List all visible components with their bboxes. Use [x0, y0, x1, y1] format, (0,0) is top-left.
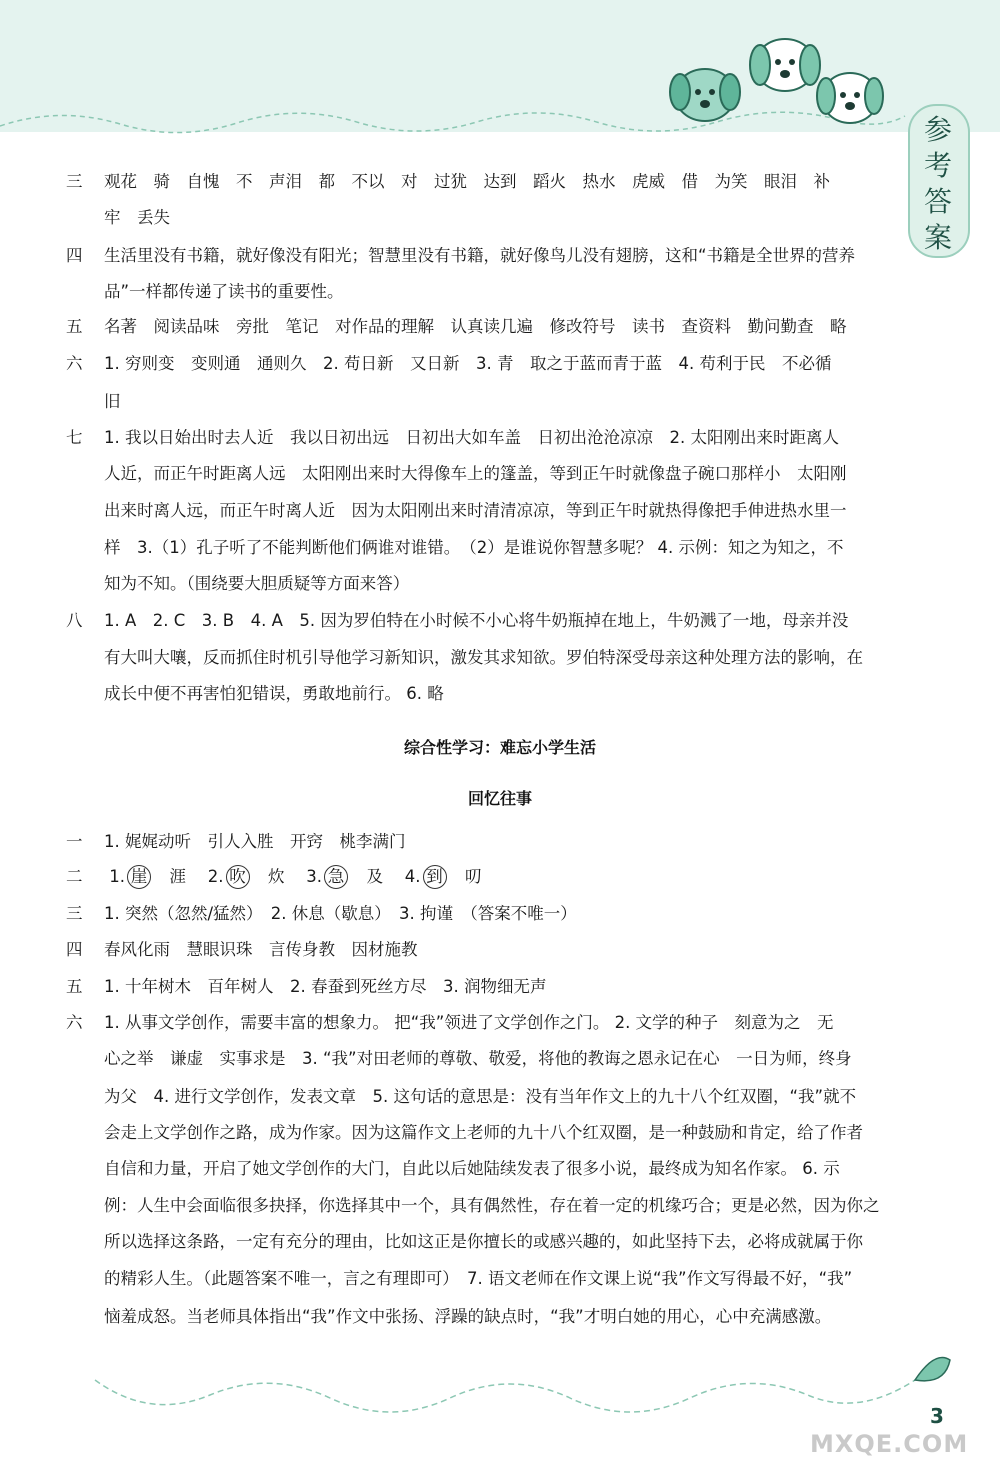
page-number: 3	[930, 1404, 944, 1428]
question-number: 一	[66, 832, 83, 851]
answer-line	[66, 462, 906, 486]
answer-text: 为父 4. 进行文学创作，发表文章 5. 这句话的意思是：没有当年作文上的九十八个红双圈，“我”就不	[104, 1087, 857, 1106]
puppy-icon	[817, 73, 883, 123]
plain-char: 叨	[465, 867, 482, 886]
answer-line	[66, 938, 906, 962]
tab-char: 答	[923, 185, 952, 218]
answer-text: 自信和力量，开启了她文学创作的大门，自此以后她陆续发表了很多小说，最终成为知名作家。 6. 示	[104, 1159, 840, 1178]
item-index: 2.	[207, 867, 224, 886]
answer-line	[66, 390, 906, 414]
question-number: 二	[66, 867, 83, 886]
answer-text: 出来时离人远，而正午时离人近 因为太阳刚出来时清清凉凉，等到正午时就热得像把手伸进热水里一	[104, 501, 847, 520]
answer-text: 所以选择这条路，一定有充分的理由，比如这正是你擅长的或感兴趣的，如此坚持下去，必将成就属于你	[104, 1232, 863, 1251]
answer-line	[66, 1121, 906, 1145]
answer-text: 例：人生中会面临很多抉择，你选择其中一个，具有偶然性，存在着一定的机缘巧合；更是必然，因为你之	[104, 1196, 880, 1215]
answer-text: 样 3.（1）孔子听了不能判断他们俩谁对谁错。 （2）是谁说你智慧多呢？ 4. 示例：知之为知之，不	[104, 538, 844, 557]
answer-text: 生活里没有书籍，就好像没有阳光；智慧里没有书籍，就好像鸟儿没有翅膀，这和“书籍是全世界的营养	[104, 246, 856, 265]
answer-text: 1. 从事文学创作，需要丰富的想象力。 把“我”领进了文学创作之门。 2. 文学的种子 刻意为之 无	[104, 1013, 834, 1032]
plain-char: 炊	[268, 867, 285, 886]
answer-line	[66, 244, 906, 268]
answer-text: 观花 骑 自愧 不 声泪 都 不以 对 过犹 达到 蹈火 热水 虎威 借 为笑 眼泪 补	[104, 172, 830, 191]
answer-text: 名著 阅读品味 旁批 笔记 对作品的理解 认真读几遍 修改符号 读书 查资料 勤问勤查 略	[104, 317, 847, 336]
answer-line	[66, 1157, 906, 1181]
tab-char: 案	[923, 221, 952, 254]
answer-text: 1. 穷则变 变则通 通则久 2. 苟日新 又日新 3. 青 取之于蓝而青于蓝 4. 苟利于民 不必循	[104, 354, 832, 373]
answer-line	[66, 1267, 906, 1291]
answer-text: 品”一样都传递了读书的重要性。	[104, 282, 344, 301]
answer-line	[66, 315, 906, 339]
answer-text: 的精彩人生。（此题答案不唯一，言之有理即可） 7. 语文老师在作文课上说“我”作文写得最不好，“我”	[104, 1269, 853, 1288]
answer-text: 1. A 2. C 3. B 4. A 5. 因为罗伯特在小时候不小心将牛奶瓶掉在地上，牛奶溅了一地，母亲并没	[104, 611, 849, 630]
answer-line	[66, 975, 906, 999]
answer-line	[66, 1047, 906, 1071]
subsection-title: 回忆往事	[467, 789, 532, 808]
answer-line	[66, 902, 906, 926]
answer-text: 1. 我以日始出时去人近 我以日初出远 日初出大如车盖 日初出沧沧凉凉 2. 太阳刚出来时距离人	[104, 428, 839, 447]
question-number: 八	[66, 611, 83, 630]
answer-line	[66, 609, 906, 633]
answer-line	[66, 1085, 906, 1109]
answer-text: 1. 十年树木 百年树人 2. 春蚕到死丝方尽 3. 润物细无声	[104, 977, 547, 996]
answer-line	[66, 206, 906, 230]
puppy-icon	[670, 69, 740, 121]
item-index: 4.	[404, 867, 421, 886]
answer-text: 知为不知。（围绕要大胆质疑等方面来答）	[104, 574, 410, 593]
answer-text: 心之举 谦虚 实事求是 3. “我”对田老师的尊敬、敬爱，将他的教诲之恩永记在心 一日为师，终身	[104, 1049, 852, 1068]
section-title: 综合性学习：难忘小学生活	[403, 738, 596, 757]
circled-char: 急	[324, 865, 348, 889]
answer-line	[66, 536, 906, 560]
plain-char: 及	[366, 867, 383, 886]
item-index: 1.	[109, 867, 125, 886]
answer-line-circled	[66, 865, 906, 889]
answer-text: 1. 娓娓动听 引人入胜 开窍 桃李满门	[104, 832, 406, 851]
item-index: 3.	[306, 867, 322, 886]
answer-line	[66, 426, 906, 450]
answer-line	[66, 682, 906, 706]
tab-char: 参	[923, 113, 952, 146]
circled-char: 到	[423, 865, 447, 889]
question-number: 三	[66, 172, 83, 191]
answer-text: 恼羞成怒。当老师具体指出“我”作文中张扬、浮躁的缺点时，“我”才明白她的用心，心中充满感激。	[104, 1307, 832, 1326]
question-number: 四	[66, 940, 83, 959]
answer-line	[66, 1305, 906, 1329]
answer-line	[66, 646, 906, 670]
tab-char: 考	[923, 149, 952, 182]
question-number: 四	[66, 246, 83, 265]
watermark: MXQE.COM	[810, 1430, 969, 1458]
answer-line	[66, 499, 906, 523]
question-number: 七	[66, 428, 83, 447]
puppy-illustration	[660, 20, 900, 140]
answer-text: 1. 突然（忽然/猛然） 2. 休息（歇息） 3. 拘谨 （答案不唯一）	[104, 904, 577, 923]
puppy-icon	[750, 39, 820, 91]
circled-char: 崖	[127, 865, 151, 889]
answer-line	[66, 572, 906, 596]
answer-line	[66, 1230, 906, 1254]
answer-line	[66, 170, 906, 194]
answer-line	[66, 1011, 906, 1035]
answer-text: 春风化雨 慧眼识珠 言传身教 因材施教	[104, 940, 418, 959]
question-number: 五	[66, 317, 83, 336]
answer-text: 人近，而正午时距离人远 太阳刚出来时大得像车上的篷盖，等到正午时就像盘子碗口那样小 太阳刚	[104, 464, 847, 483]
plain-char: 涯	[169, 867, 186, 886]
answer-line	[66, 280, 906, 304]
answer-text: 成长中便不再害怕犯错误，勇敢地前行。 6. 略	[104, 684, 444, 703]
answer-line	[66, 830, 906, 854]
circled-char: 吹	[226, 865, 250, 889]
answer-text: 牢 丢失	[104, 208, 170, 227]
answer-line	[66, 1194, 906, 1218]
answer-text: 旧	[104, 392, 121, 411]
answer-text: 有大叫大嚷，反而抓住时机引导他学习新知识，激发其求知欲。罗伯特深受母亲这种处理方法的影响，在	[104, 648, 863, 667]
answer-text: 会走上文学创作之路，成为作家。因为这篇作文上老师的九十八个红双圈，是一种鼓励和肯定，给了作者	[104, 1123, 863, 1142]
question-number: 六	[66, 354, 83, 373]
leaf-icon	[915, 1358, 950, 1381]
question-number: 三	[66, 904, 83, 923]
question-number: 六	[66, 1013, 83, 1032]
answer-line	[66, 352, 906, 376]
question-number: 五	[66, 977, 83, 996]
